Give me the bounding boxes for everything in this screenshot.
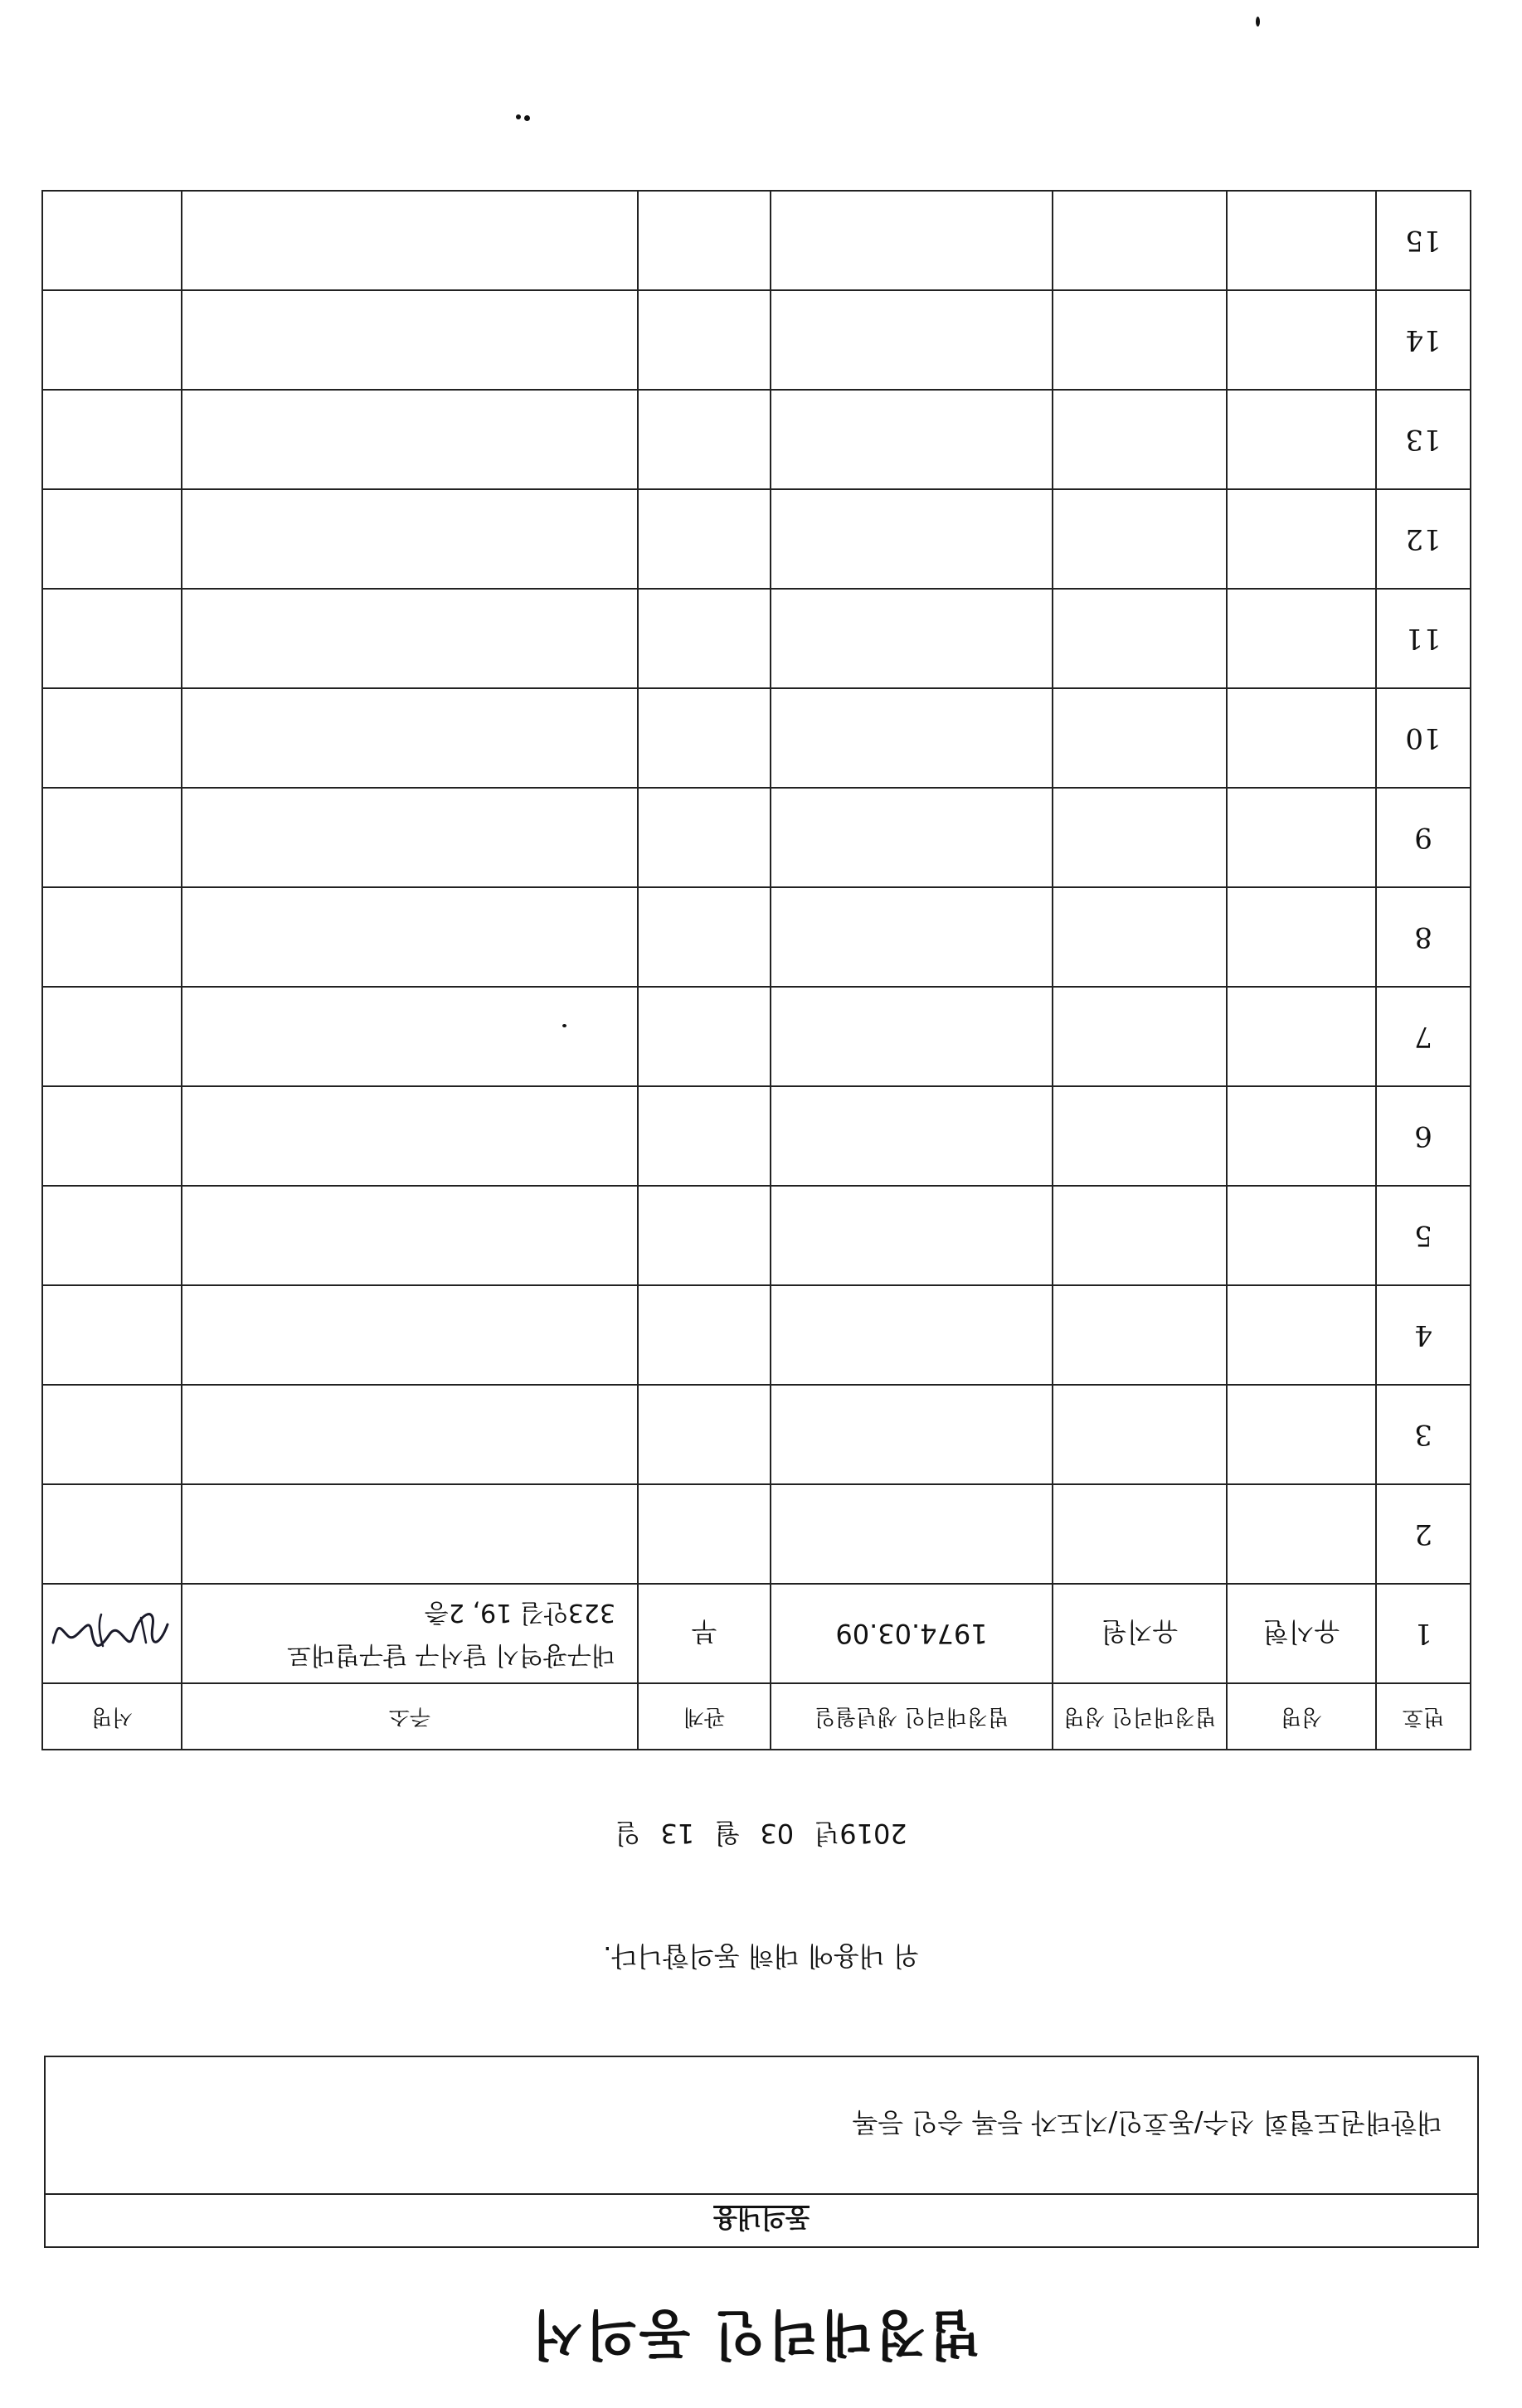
header-signature: 서명 [42, 1683, 182, 1750]
header-name: 성명 [1227, 1683, 1376, 1750]
cell-relation [638, 191, 771, 290]
cell-guardian-name [1053, 191, 1227, 290]
cell-relation [638, 1385, 771, 1484]
date-day: 13 일 [615, 1818, 695, 1849]
cell-number: 2 [1376, 1484, 1471, 1584]
cell-relation [638, 887, 771, 987]
cell-number: 13 [1376, 390, 1471, 489]
cell-guardian-birth [771, 887, 1053, 987]
cell-signature [42, 1285, 182, 1385]
scan-speck [524, 115, 530, 121]
cell-address [182, 688, 638, 788]
address-line-1: 대구광역시 달서구 달구벌대로 [287, 1640, 615, 1669]
cell-signature [42, 1186, 182, 1285]
table-row [42, 589, 1471, 688]
cell-guardian-name [1053, 688, 1227, 788]
scan-speck [516, 114, 521, 119]
cell-signature [42, 688, 182, 788]
cell-signature [42, 489, 182, 589]
cell-guardian-name [1053, 390, 1227, 489]
cell-guardian-birth [771, 191, 1053, 290]
cell-relation [638, 688, 771, 788]
consent-date [0, 1816, 1522, 1854]
cell-name [1227, 191, 1376, 290]
header-guardian-name: 법정대리인 성명 [1053, 1683, 1227, 1750]
cell-signature [42, 1086, 182, 1186]
cell-address [182, 589, 638, 688]
table-row [42, 1484, 1471, 1584]
cell-address [182, 1285, 638, 1385]
cell-number: 8 [1376, 887, 1471, 987]
cell-name [1227, 887, 1376, 987]
handwritten-signature [50, 1605, 174, 1663]
consent-statement: 위 내용에 대해 동의합니다. [603, 1940, 919, 1972]
cell-number: 1 [1376, 1584, 1471, 1683]
date-year: 2019년 [814, 1818, 907, 1849]
table-row [42, 1285, 1471, 1385]
cell-guardian-birth [771, 1086, 1053, 1186]
cell-number: 11 [1376, 589, 1471, 688]
cell-name [1227, 1285, 1376, 1385]
table-row [42, 788, 1471, 887]
cell-address [182, 1484, 638, 1584]
cell-number: 12 [1376, 489, 1471, 589]
header-address: 주소 [182, 1683, 638, 1750]
cell-name [1227, 589, 1376, 688]
cell-address [182, 1385, 638, 1484]
cell-number: 15 [1376, 191, 1471, 290]
cell-guardian-name [1053, 290, 1227, 390]
cell-guardian-name [1053, 1186, 1227, 1285]
cell-name [1227, 290, 1376, 390]
cell-number: 7 [1376, 987, 1471, 1086]
document-title: 법정대리인 동의서 [529, 2303, 980, 2365]
cell-guardian-name [1053, 1285, 1227, 1385]
cell-guardian-name [1053, 887, 1227, 987]
cell-signature [42, 589, 182, 688]
table-row [42, 887, 1471, 987]
table-row [42, 390, 1471, 489]
table-row [42, 1086, 1471, 1186]
cell-number: 10 [1376, 688, 1471, 788]
header-guardian-birth: 법정대리인 생년월일 [771, 1683, 1053, 1750]
cell-relation [638, 788, 771, 887]
cell-guardian-birth [771, 1285, 1053, 1385]
cell-relation [638, 489, 771, 589]
cell-guardian-name [1053, 1385, 1227, 1484]
cell-name [1227, 788, 1376, 887]
cell-relation [638, 1484, 771, 1584]
table-row [42, 191, 1471, 290]
cell-relation [638, 290, 771, 390]
cell-signature [42, 1584, 182, 1683]
cell-signature [42, 788, 182, 887]
header-relation: 관계 [638, 1683, 771, 1750]
agreement-header [46, 2193, 1477, 2246]
cell-relation [638, 987, 771, 1086]
cell-name [1227, 1385, 1376, 1484]
cell-number: 9 [1376, 788, 1471, 887]
cell-guardian-birth [771, 290, 1053, 390]
cell-guardian-name [1053, 489, 1227, 589]
table-row [42, 987, 1471, 1086]
table-row [42, 290, 1471, 390]
cell-guardian-birth [771, 987, 1053, 1086]
cell-signature [42, 390, 182, 489]
cell-guardian-name [1053, 1086, 1227, 1186]
cell-signature [42, 887, 182, 987]
cell-signature [42, 191, 182, 290]
cell-name [1227, 1484, 1376, 1584]
cell-name [1227, 489, 1376, 589]
cell-name [1227, 987, 1376, 1086]
cell-number: 14 [1376, 290, 1471, 390]
cell-guardian-birth [771, 1186, 1053, 1285]
cell-address [182, 489, 638, 589]
cell-address [182, 887, 638, 987]
cell-relation [638, 1285, 771, 1385]
cell-guardian-birth [771, 688, 1053, 788]
cell-relation [638, 1186, 771, 1285]
cell-address [182, 390, 638, 489]
address-line-2: 323안길 19, 2층 [424, 1598, 615, 1627]
agreement-header-label: 동의내용 [713, 2203, 810, 2232]
cell-relation [638, 1086, 771, 1186]
cell-name [1227, 390, 1376, 489]
cell-number: 6 [1376, 1086, 1471, 1186]
cell-address [182, 1086, 638, 1186]
cell-address [182, 788, 638, 887]
cell-signature [42, 987, 182, 1086]
cell-number: 5 [1376, 1186, 1471, 1285]
cell-number: 4 [1376, 1285, 1471, 1385]
cell-address [182, 987, 638, 1086]
cell-guardian-birth [771, 390, 1053, 489]
agreement-box [44, 2056, 1479, 2248]
header-number: 번호 [1376, 1683, 1471, 1750]
cell-guardian-birth [771, 788, 1053, 887]
cell-guardian-birth [771, 1385, 1053, 1484]
cell-number: 3 [1376, 1385, 1471, 1484]
scan-speck [1256, 17, 1260, 27]
cell-guardian-name [1053, 987, 1227, 1086]
table-row [42, 489, 1471, 589]
cell-name [1227, 1186, 1376, 1285]
cell-signature [42, 290, 182, 390]
cell-guardian-name [1053, 1484, 1227, 1584]
agreement-content: 대한태권도협회 선수/동호인/지도자 등록 승인 등록 [852, 2107, 1442, 2139]
cell-guardian-birth: 1974.03.09 [771, 1584, 1053, 1683]
cell-address [182, 1584, 638, 1683]
cell-name [1227, 688, 1376, 788]
cell-address [182, 290, 638, 390]
cell-guardian-name [1053, 589, 1227, 688]
cell-address [182, 191, 638, 290]
cell-guardian-birth [771, 1484, 1053, 1584]
cell-guardian-birth [771, 489, 1053, 589]
cell-name: 유시현 [1227, 1584, 1376, 1683]
cell-guardian-name [1053, 788, 1227, 887]
cell-guardian-name: 유지원 [1053, 1584, 1227, 1683]
cell-signature [42, 1385, 182, 1484]
cell-address [182, 1186, 638, 1285]
cell-signature [42, 1484, 182, 1584]
table-row [42, 1385, 1471, 1484]
cell-name [1227, 1086, 1376, 1186]
cell-relation: 부 [638, 1584, 771, 1683]
guardian-table [41, 190, 1471, 1750]
date-month: 03 월 [714, 1818, 795, 1849]
table-row [42, 1584, 1471, 1683]
cell-relation [638, 390, 771, 489]
table-row [42, 688, 1471, 788]
cell-guardian-birth [771, 589, 1053, 688]
scan-speck [562, 1024, 566, 1027]
table-row [42, 1186, 1471, 1285]
table-header-row [42, 1683, 1471, 1750]
cell-relation [638, 589, 771, 688]
